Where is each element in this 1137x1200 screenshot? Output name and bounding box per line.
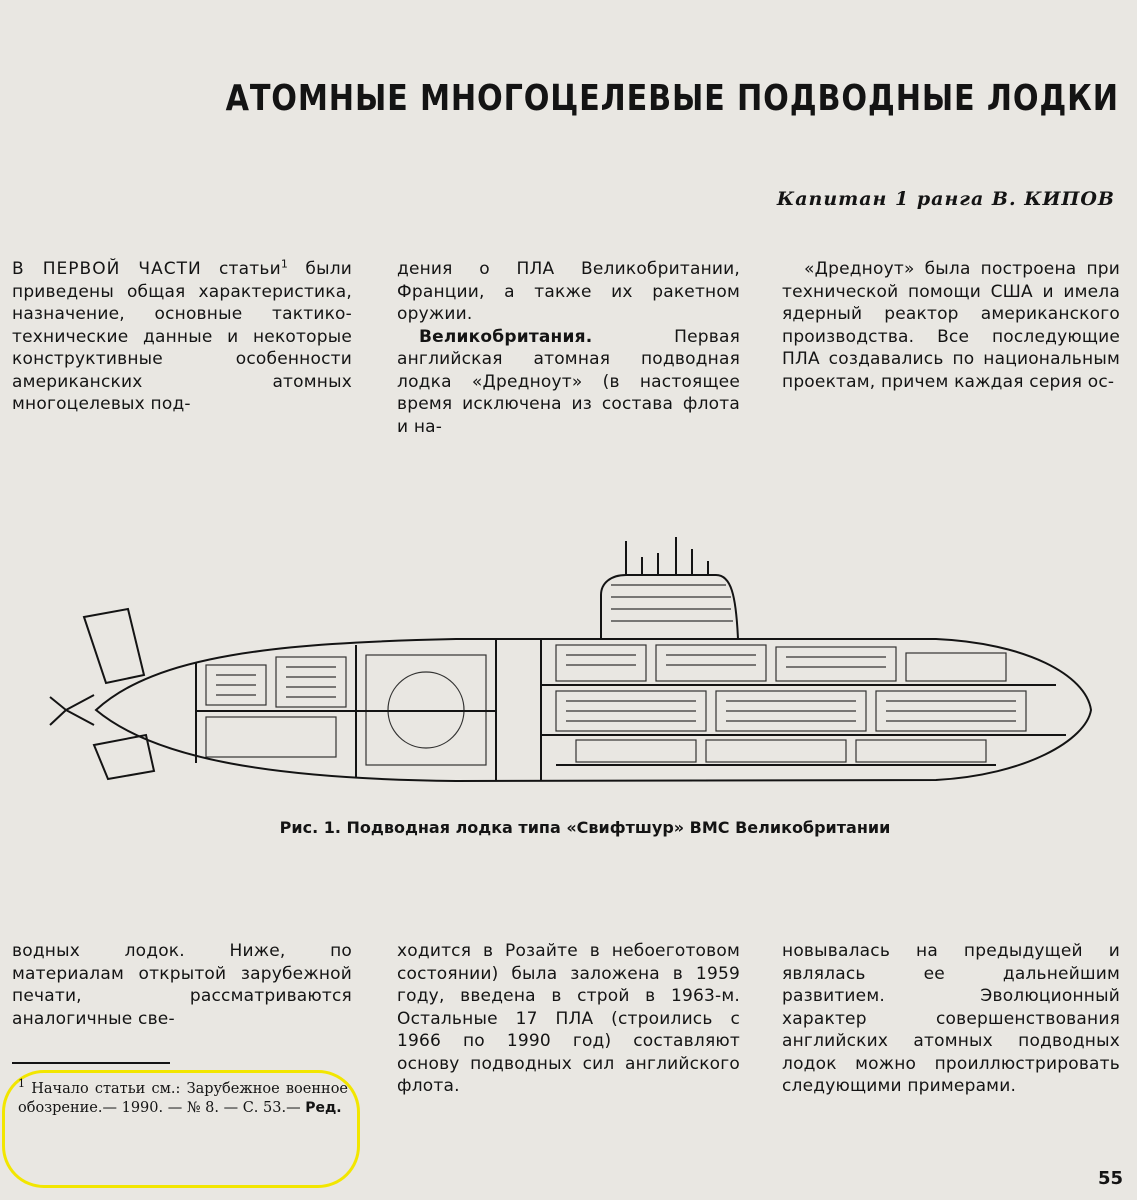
col2-text-a: дения о ПЛА Великобритании, Франции, а также их ракетном оружии.: [397, 259, 740, 324]
lead-phrase: В ПЕРВОЙ ЧАСТИ: [12, 259, 202, 279]
rudder-fin: [84, 609, 144, 683]
col3-bottom-text: новывалась на предыдущей и являлась ее дальнейшим развитием. Эволюционный характер совершенствования английских атомных подводных лодок можно проиллюстрировать следующими примерами.: [782, 941, 1120, 1096]
column-3-bottom: [782, 940, 1120, 1098]
footnote-number: 1: [18, 1077, 25, 1091]
column-1-bottom: [12, 940, 352, 1030]
footnote-text: Начало статьи см.: Зарубежное военное обозрение.— 1990. — № 8. — С. 53.—: [18, 1081, 349, 1116]
col1-text-b: были приведены общая характеристика, назначение, основные тактико-технические данные и некоторые конструктивные особенности американских атомных многоцелевых под-: [12, 259, 353, 414]
article-author: Капитан 1 ранга В. КИПОВ: [776, 188, 1115, 210]
column-2-bottom: [397, 940, 740, 1098]
article-title: АТОМНЫЕ МНОГОЦЕЛЕВЫЕ ПОДВОДНЫЕ ЛОДКИ: [225, 78, 1119, 119]
col1-text-a: статьи: [219, 259, 281, 279]
footnote: [18, 1077, 349, 1118]
footnote-editor-mark: Ред.: [305, 1100, 342, 1116]
figure-caption: Рис. 1. Подводная лодка типа «Свифтшур» ВМС Великобритании: [279, 818, 891, 837]
col2-bottom-text: ходится в Розайте в небоеготовом состоянии) была заложена в 1959 году, введена в строй в 1963-м. Остальные 17 ПЛА (строились с 1966 по 1990 год) составляют основу подводных сил английского флота.: [397, 941, 740, 1096]
page-number: 55: [1097, 1168, 1123, 1189]
col3-text: «Дредноут» была построена при технической помощи США и имела ядерный реактор американского производства. Все последующие ПЛА создавались по национальным проектам, причем каждая серия ос-: [782, 259, 1120, 392]
column-1-top: [12, 258, 352, 416]
footnote-divider: [12, 1062, 170, 1064]
submarine-cutaway-illustration: [36, 535, 1106, 810]
column-2-top: [397, 258, 740, 438]
col2-text-b: Первая английская атомная подводная лодка «Дредноут» (в настоящее время исключена из состава флота и на-: [397, 326, 740, 437]
column-3-top: [782, 258, 1120, 393]
section-heading-uk: Великобритания.: [419, 326, 593, 347]
footnote-ref: 1: [280, 257, 289, 271]
col1-bottom-text: водных лодок. Ниже, по материалам открытой зарубежной печати, рассматриваются аналогичные све-: [12, 941, 352, 1029]
propeller: [50, 695, 94, 725]
